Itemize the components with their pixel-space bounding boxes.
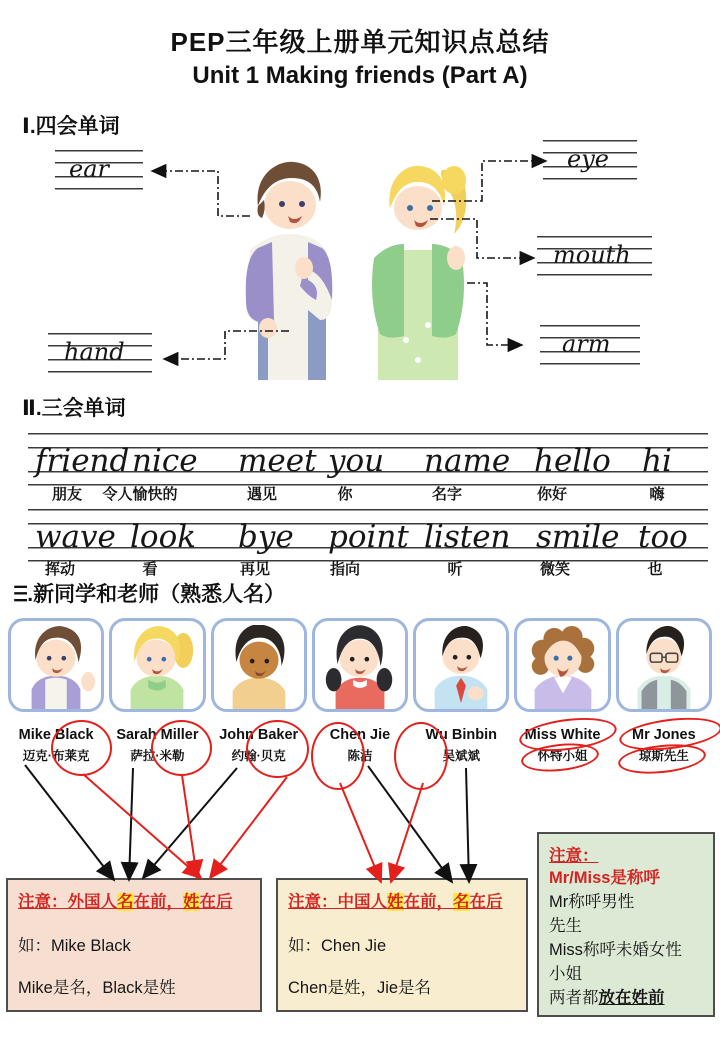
word: point [328,519,409,555]
note-box-titles [537,832,715,1017]
mouth-writing-lines [537,236,652,276]
translation: 名字 [431,486,462,503]
word: meet [238,443,317,479]
titles-note-line2: Mr称呼男性 [549,893,635,911]
hand-writing-lines [48,333,152,373]
eye-word: eye [567,145,609,173]
person-name: Mr Jones 琼斯先生 [631,727,696,763]
word: hi [642,443,672,479]
translation: 微笑 [539,561,570,578]
translation: 再见 [239,561,270,578]
arrow-baker-surname [210,777,287,878]
word: too [638,519,688,555]
circle-baker-surname [246,720,309,778]
translation: 令人愉快的 [102,486,178,503]
chenjie-avatar-icon [316,625,404,709]
word-row-2-lines [28,509,708,562]
word: friend [35,443,130,479]
titles-note-line4: Miss称呼未婚女性 [549,941,682,959]
arm-writing-lines [540,325,640,365]
highlight-surname: 姓 [183,893,200,911]
note-box-chinese-names [276,878,528,1012]
arrow-miller-surname [182,775,197,878]
arrow-wu-surname [391,783,423,882]
foreign-note-example: 如：Mike Black [18,937,131,955]
ear-writing-lines [55,150,143,190]
chinese-note-heading: 注意：中国人姓在前，名在后 [288,893,503,911]
translation: 听 [447,561,463,578]
circle-miller-surname [151,720,212,776]
arrow-black-surname [83,774,201,878]
circle-chen-surname [311,722,365,790]
mrjones-avatar-icon [620,625,708,709]
arm-word: arm [562,330,611,358]
section2-heading: Ⅱ.三会单词 [22,397,126,420]
highlight-given: 名 [117,893,134,911]
word: you [328,443,385,479]
mouth-word: mouth [553,241,631,269]
translation: 也 [647,561,663,578]
misswhite-avatar-icon [519,625,607,709]
person-name: John Baker 约翰·贝克 [219,727,299,763]
wubinbin-avatar-icon [417,625,505,709]
hand-word: hand [64,338,125,366]
arrow-mike-given [25,765,114,880]
person-name: Miss White 怀特小姐 [524,727,601,763]
section3-heading: Ⲷ.新同学和老师（熟悉人名） [14,583,286,606]
word-row-2-translations [28,558,708,578]
circle-black-surname [51,720,112,776]
person-name: Chen Jie 陈洁 [329,727,391,763]
circle-wu-surname [394,722,448,790]
word: hello [534,443,611,479]
chinese-note-example: 如：Chen Jie [288,937,387,955]
translation: 看 [142,561,158,578]
translation: 朋友 [51,486,82,503]
card-john-baker [211,618,307,712]
translation: 指向 [329,561,360,578]
card-sarah-miller [109,618,205,712]
word: wave [35,519,116,555]
john-avatar-icon [215,625,303,709]
note-box-foreign-names [6,878,262,1012]
page-title: PEP三年级上册单元知识点总结 [170,27,550,57]
word: bye [238,519,294,555]
person-name: Mike Black 迈克·布莱克 [18,727,94,763]
translation: 你好 [536,486,567,503]
arrow-binbin-given [466,768,469,882]
titles-note-line3: 先生 [549,917,582,935]
ear-word: ear [69,155,109,183]
translation: 嗨 [649,486,665,503]
card-miss-white [514,618,610,712]
arrow-sarah-given [129,768,133,880]
section1-heading: Ⅰ.四会单词 [22,115,120,138]
highlight-surname: 姓 [387,893,404,911]
arrow-john-given [143,768,237,878]
sarah-avatar-icon [113,625,201,709]
chinese-note-detail: Chen是姓，Jie是名 [288,979,432,997]
highlight-given: 名 [453,893,470,911]
word: nice [132,443,198,479]
character-cards-row [8,618,712,712]
word: listen [424,519,511,555]
mike-avatar-icon [12,625,100,709]
translation: 你 [337,486,353,503]
translation: 挥动 [44,561,75,578]
word: smile [536,519,620,555]
word: name [424,443,511,479]
card-mr-jones [616,618,712,712]
word-row-1-lines [28,433,708,486]
titles-note-line5: 小姐 [549,965,582,983]
foreign-note-detail: Mike是名，Black是姓 [18,979,176,997]
titles-note-line6: 两者都放在姓前 [549,989,665,1007]
page-subtitle: Unit 1 Making friends (Part A) [192,62,528,89]
card-mike-black [8,618,104,712]
foreign-note-heading: 注意：外国人名在前，姓在后 [18,893,233,911]
person-name: Sarah Miller 萨拉·米勒 [116,727,199,763]
arrow-chen-surname [340,783,381,882]
translation: 遇见 [246,486,277,503]
card-chen-jie [312,618,408,712]
titles-note-heading: 注意： [549,847,599,865]
word: look [130,519,197,555]
two-kids-illustration [228,150,478,382]
eye-writing-lines [543,140,637,180]
titles-note-line1: Mr/Miss是称呼 [549,869,660,887]
person-name: Wu Binbin 吴斌斌 [425,727,497,763]
card-wu-binbin [413,618,509,712]
word-row-1-translations [28,483,708,503]
